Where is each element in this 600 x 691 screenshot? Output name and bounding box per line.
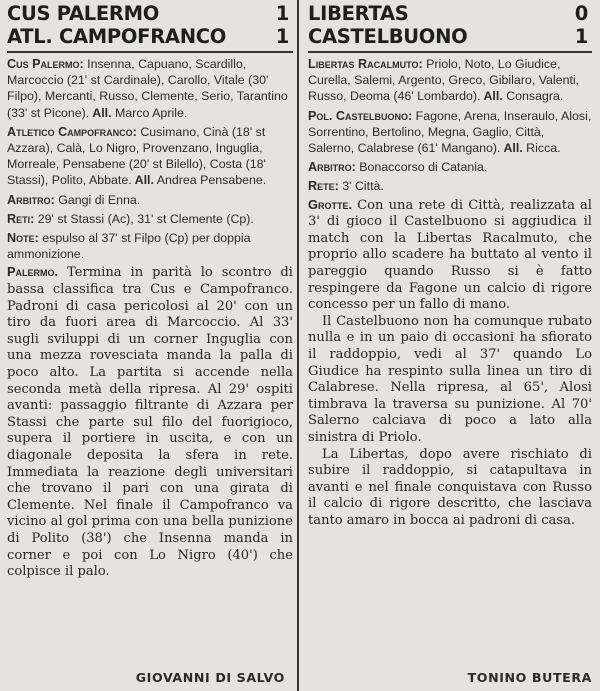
notes-text: espulso al 37' st Filpo (Cp) per doppia ammonizione.	[7, 231, 251, 262]
lineup-label: Pol. Castelbuono:	[308, 108, 413, 123]
lineup-home	[308, 56, 592, 105]
author-byline: TONINO BUTERA	[467, 670, 592, 685]
coach-name: Andrea Pensabene.	[153, 173, 267, 188]
referee	[308, 159, 592, 175]
dateline: Grotte.	[308, 196, 353, 212]
lineup-label: Cus Palermo:	[7, 57, 84, 71]
score-row	[7, 25, 293, 48]
goals-label: Rete:	[308, 179, 339, 194]
team-name: CUS PALERMO	[7, 2, 160, 25]
article-paragraph: La Libertas, dopo avere rischiato di subire il raddoppio, si catapultava in avanti e nel finale conquistava con Russo il calcio di rigore descritto, che lasciava tanto amaro in bocca ai padroni di casa.	[308, 446, 592, 528]
goals	[308, 178, 592, 194]
lineup-away	[308, 108, 592, 157]
coach-label: All.	[131, 173, 154, 188]
goals-text: 29' st Stassi (Ac), 31' st Clemente (Cp).	[34, 211, 254, 226]
article-paragraph	[308, 197, 592, 314]
dateline: Palermo.	[7, 264, 59, 280]
lineup-text: Cusimano, Cinà (18' st Azzara), Calà, Lo Nigro, Provenzano, Inguglia, Morreale, Pensabene (20' st Bilello), Costa (18' Stassi), Polito, Abbate.	[7, 124, 266, 188]
team-score: 1	[275, 2, 289, 25]
coach-name: Ricca.	[522, 141, 561, 156]
referee-label: Arbitro:	[308, 160, 356, 175]
notes-label: Note:	[7, 231, 39, 246]
column-divider	[297, 0, 299, 691]
coach-name: Marco Aprile.	[111, 105, 188, 120]
lineup-label: Libertas Racalmuto:	[308, 57, 423, 71]
scoreline	[308, 2, 592, 53]
lineup-label: Atletico Campofranco:	[7, 124, 137, 139]
author-byline: GIOVANNI DI SALVO	[135, 670, 285, 685]
lineup-text: Priolo, Noto, Lo Giudice, Curella, Salemi, Argento, Greco, Gibilaro, Valenti, Russo, Deoma (46' Lombardo).	[308, 57, 580, 104]
scoreline	[7, 2, 293, 53]
article-text: Con una rete di Città, realizzata al 3' di gioco il Castelbuono si aggiudica il match con la Libertas Racalmuto, che proprio allo scadere ha buttato al vento il pareggio quando Russo si è fatto respingere da Fagone un calcio di rigore concesso per un fallo di mano.	[308, 197, 592, 313]
team-score: 1	[275, 25, 289, 48]
lineup-text: Insenna, Capuano, Scardillo, Marcoccio (21' st Cardinale), Carollo, Vitale (30' Filpo), Mercanti, Russo, Clemente, Serio, Tarantino (33' st Picone).	[7, 57, 288, 120]
lineup-home	[7, 56, 293, 121]
coach-name: Consagra.	[502, 89, 564, 104]
lineup-text: Fagone, Arena, Inseraulo, Alosi, Sorrentino, Bertolino, Megna, Gaglio, Città, Salerno, Calabrese (61' Mangano).	[308, 108, 592, 156]
referee-text: Bonaccorso di Catania.	[355, 160, 488, 175]
coach-label: All.	[89, 105, 112, 120]
notes	[7, 230, 293, 262]
match-report-left	[0, 0, 297, 691]
team-name: LIBERTAS	[308, 2, 409, 25]
match-report-right	[300, 0, 600, 691]
score-row	[308, 2, 592, 25]
referee-label: Arbitro:	[7, 192, 55, 207]
goals-text: 3' Città.	[338, 179, 384, 194]
goals	[7, 211, 293, 227]
lineup-away	[7, 124, 293, 189]
team-score: 1	[574, 25, 588, 48]
team-name: ATL. CAMPOFRANCO	[7, 25, 227, 48]
coach-label: All.	[480, 89, 503, 104]
team-score: 0	[574, 2, 588, 25]
referee-text: Gangi di Enna.	[54, 192, 141, 207]
referee	[7, 192, 293, 208]
article-paragraph: Il Castelbuono non ha comunque rubato nulla e in un paio di occasioni ha sfiorato il raddoppio, vedi al 37' quando Lo Giudice ha respinto sulla linea un tiro di Calabrese. Nella ripresa, al 65', Alosi timbrava la traversa su punizione. Al 70' Salerno calciava di poco a lato alla sinistra di Priolo.	[308, 313, 592, 445]
score-row	[308, 25, 592, 48]
team-name: CASTELBUONO	[308, 25, 468, 48]
goals-label: Reti:	[7, 211, 35, 226]
coach-label: All.	[500, 141, 523, 156]
article-text: Termina in parità lo scontro di bassa classifica tra Cus e Campofranco. Padroni di casa pericolosi al 20' con un tiro da fuori area di Marcoccio. Al 33' sugli sviluppi di un corner Inguglia con una mezza rovesciata manda la palla di poco alto. La partita si accende nella seconda metà della ripresa. Al 29' ospiti avanti: passaggio filtrante di Azzara per Stassi che parte sul filo del fuorigioco, supera il portiere in uscita, e con un diagonale deposita la sfera in rete. Immediata la reazione degli universitari che trovano il pari con una girata di Clemente. Nel finale il Campofranco va vicino al gol prima con una bella punizione di Polito (38') che Insenna manda in corner e poi con Lo Nigro (40') che colpisce il palo.	[7, 265, 293, 580]
article-body	[7, 264, 293, 580]
score-row	[7, 2, 293, 25]
